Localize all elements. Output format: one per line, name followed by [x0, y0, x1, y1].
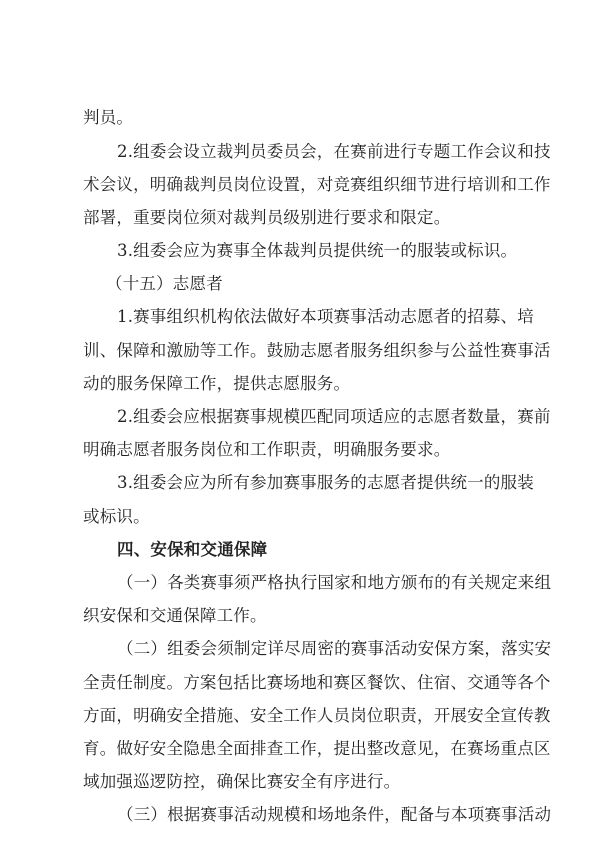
text-line-22: （三）根据赛事活动规模和场地条件，配备与本项赛事活动: [117, 805, 552, 824]
text-line-9: 动的服务保障工作，提供志愿服务。: [83, 374, 351, 393]
text-line-20: 育。做好安全隐患全面排查工作，提出整改意见，在赛场重点区: [83, 739, 551, 758]
section-heading-volunteers: （十五）志愿者: [106, 274, 223, 293]
text-line-3: 术会议，明确裁判员岗位设置，对竞赛组织细节进行培训和工作: [83, 175, 551, 194]
text-line-5: 3.组委会应为赛事全体裁判员提供统一的服装或标识。: [117, 241, 518, 260]
text-line-4: 部署，重要岗位须对裁判员级别进行要求和限定。: [83, 208, 451, 227]
section-heading-security: 四、安保和交通保障: [117, 540, 268, 559]
text-line-17: （二）组委会须制定详尽周密的赛事活动安保方案，落实安: [117, 639, 552, 658]
text-line-2: 2.组委会设立裁判员委员会，在赛前进行专题工作会议和技: [117, 142, 551, 161]
text-line-13: 或标识。: [83, 507, 150, 526]
text-line-10: 2.组委会应根据赛事规模匹配同项适应的志愿者数量，赛前: [117, 407, 551, 426]
text-line-16: 织安保和交通保障工作。: [83, 606, 267, 625]
text-line-21: 域加强巡逻防控，确保比赛安全有序进行。: [83, 772, 401, 791]
text-line-1: 判员。: [83, 108, 134, 127]
text-line-19: 方面，明确安全措施、安全工作人员岗位职责，开展安全宣传教: [83, 706, 551, 725]
text-line-18: 全责任制度。方案包括比赛场地和赛区餐饮、住宿、交通等各个: [83, 673, 551, 692]
text-line-15: （一）各类赛事须严格执行国家和地方颁布的有关规定来组: [117, 573, 552, 592]
text-line-11: 明确志愿者服务岗位和工作职责，明确服务要求。: [83, 440, 451, 459]
text-line-8: 训、保障和激励等工作。鼓励志愿者服务组织参与公益性赛事活: [83, 341, 551, 360]
text-line-7: 1.赛事组织机构依法做好本项赛事活动志愿者的招募、培: [117, 307, 534, 326]
text-line-12: 3.组委会应为所有参加赛事服务的志愿者提供统一的服装: [117, 473, 534, 492]
